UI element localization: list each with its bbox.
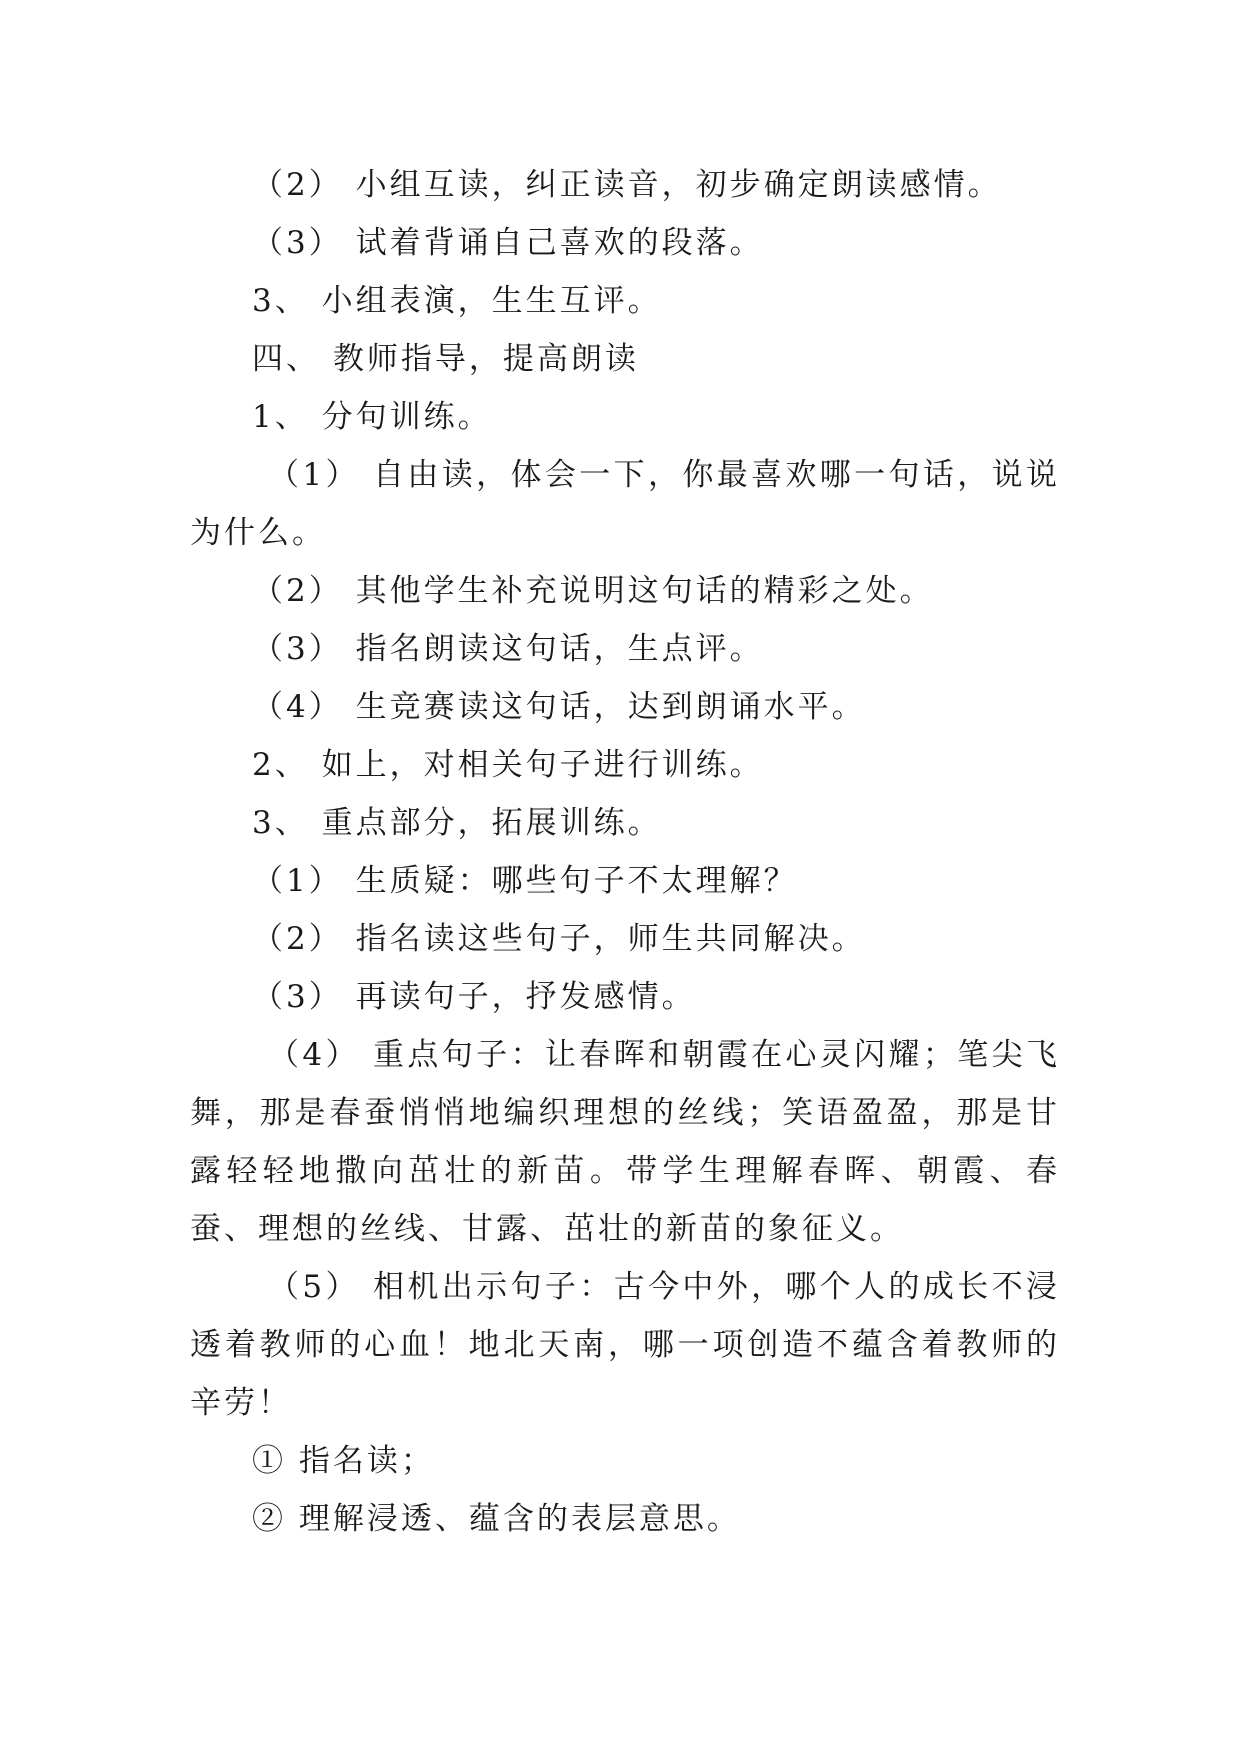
step-paragraph: （4） 重点句子：让春晖和朝霞在心灵闪耀；笔尖飞舞，那是春蚕悄悄地编织理想的丝线；笑语盈盈，那是甘露轻轻地撒向茁壮的新苗。带学生理解春晖、朝霞、春蚕、理想的丝线、甘露、茁壮的新苗的象征义。 [190,1037,1060,1247]
numbered-item: 2、 如上，对相关句子进行训练。 [252,747,764,783]
numbered-item: 1、 分句训练。 [252,399,492,435]
document-body [190,156,1060,1548]
numbered-item: 3、 小组表演，生生互评。 [252,283,662,319]
step-item: （2） 其他学生补充说明这句话的精彩之处。 [252,573,934,609]
circled-item: ① 指名读； [252,1443,435,1479]
step-item: （2） 指名读这些句子，师生共同解决。 [252,921,866,957]
step-item: （4） 生竞赛读这句话，达到朗诵水平。 [252,689,866,725]
step-item: （2） 小组互读，纠正读音，初步确定朗读感情。 [252,167,1002,203]
step-item: （3） 指名朗读这句话，生点评。 [252,631,764,667]
step-paragraph: （5） 相机出示句子：古今中外，哪个人的成长不浸透着教师的心血！地北天南，哪一项创造不蕴含着教师的辛劳！ [190,1269,1060,1421]
numbered-item: 3、 重点部分，拓展训练。 [252,805,662,841]
step-item: （3） 再读句子，抒发感情。 [252,979,696,1015]
step-paragraph: （1） 自由读，体会一下，你最喜欢哪一句话，说说为什么。 [190,457,1060,551]
circled-item: ② 理解浸透、蕴含的表层意思。 [252,1501,741,1537]
step-item: （1） 生质疑：哪些句子不太理解？ [252,863,798,899]
step-item: （3） 试着背诵自己喜欢的段落。 [252,225,764,261]
section-heading: 四、 教师指导，提高朗读 [252,341,639,377]
